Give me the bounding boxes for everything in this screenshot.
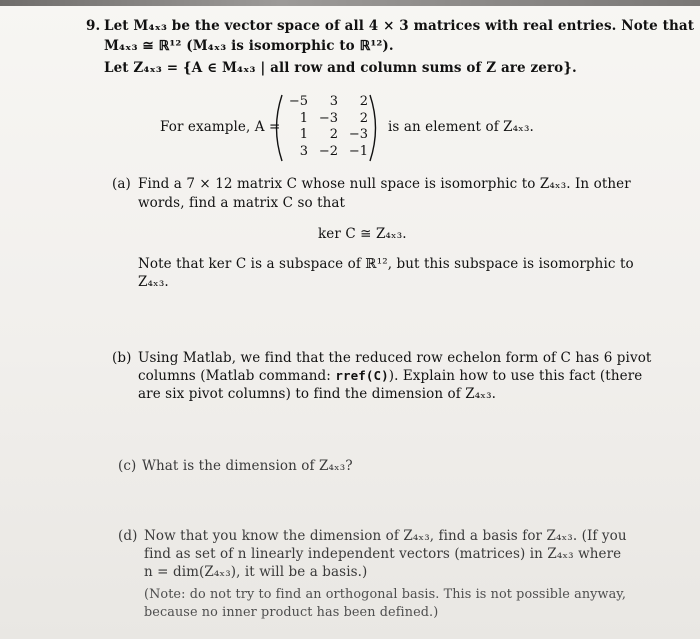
matrix-cell: 2: [359, 94, 368, 109]
matrix-cell: 2: [359, 110, 368, 126]
intro-line-2: M₄ₓ₃ ≅ ℝ¹² (M₄ₓ₃ is isomorphic to ℝ¹²).: [104, 38, 394, 54]
part-b-label: (b): [112, 350, 132, 366]
top-edge-shadow: [0, 0, 700, 6]
matrix-cell: 1: [299, 127, 308, 142]
intro-line-3: Let Z₄ₓ₃ = {A ∈ M₄ₓ₃ | all row and column sums of Z are zero}.: [104, 60, 577, 76]
part-c-line-1: What is the dimension of Z₄ₓ₃?: [142, 458, 353, 474]
example-matrix: [272, 92, 382, 162]
part-a-note-line-2: Z₄ₓ₃.: [138, 274, 169, 290]
example-label: For example, A =: [160, 119, 281, 135]
part-a-note-line-1: Note that ker C is a subspace of ℝ¹², but this subspace is isomorphic to: [138, 256, 634, 272]
matrix-cell: −3: [318, 110, 338, 126]
matrix-cell: 3: [329, 94, 338, 109]
matrix-cell: −2: [318, 143, 338, 159]
part-b-line-1: Using Matlab, we find that the reduced row echelon form of C has 6 pivot: [138, 350, 652, 366]
matrix-cell: −5: [288, 94, 308, 109]
part-d-line-1: Now that you know the dimension of Z₄ₓ₃, find a basis for Z₄ₓ₃. (If you: [144, 528, 627, 544]
matrix-cell: 2: [329, 127, 338, 142]
part-b-line-3: are six pivot columns) to find the dimension of Z₄ₓ₃.: [138, 386, 496, 402]
matlab-command: rref(C): [335, 368, 389, 383]
part-a-label: (a): [112, 176, 131, 192]
part-a-line-1: Find a 7 × 12 matrix C whose null space is isomorphic to Z₄ₓ₃. In other: [138, 176, 631, 192]
part-d-label: (d): [118, 528, 138, 544]
part-b-line-2-pre: columns (Matlab command:: [138, 368, 331, 384]
part-d-line-2: find as set of n linearly independent vectors (matrices) in Z₄ₓ₃ where: [144, 546, 622, 562]
matrix-cell: −3: [348, 127, 368, 142]
part-b-line-2-post: ). Explain how to use this fact (there: [388, 368, 643, 384]
part-d-note-2: because no inner product has been defined.): [144, 605, 439, 620]
problem-number: 9.: [86, 18, 101, 34]
part-a-display-equation: ker C ≅ Z₄ₓ₃.: [318, 226, 407, 242]
part-d-line-3: n = dim(Z₄ₓ₃), it will be a basis.): [144, 564, 368, 580]
part-d-note-1: (Note: do not try to find an orthogonal basis. This is not possible anyway,: [144, 587, 627, 602]
example-suffix: is an element of Z₄ₓ₃.: [388, 119, 534, 135]
matrix-cell: 1: [299, 110, 308, 126]
matrix-cell: −1: [348, 143, 368, 159]
part-b-line-2: [138, 368, 642, 384]
matrix-cell: 3: [299, 143, 308, 159]
part-a-line-2: words, find a matrix C so that: [138, 195, 346, 211]
intro-line-1: Let M₄ₓ₃ be the vector space of all 4 × 3 matrices with real entries. Note that: [104, 18, 695, 34]
part-c-label: (c): [118, 458, 137, 474]
